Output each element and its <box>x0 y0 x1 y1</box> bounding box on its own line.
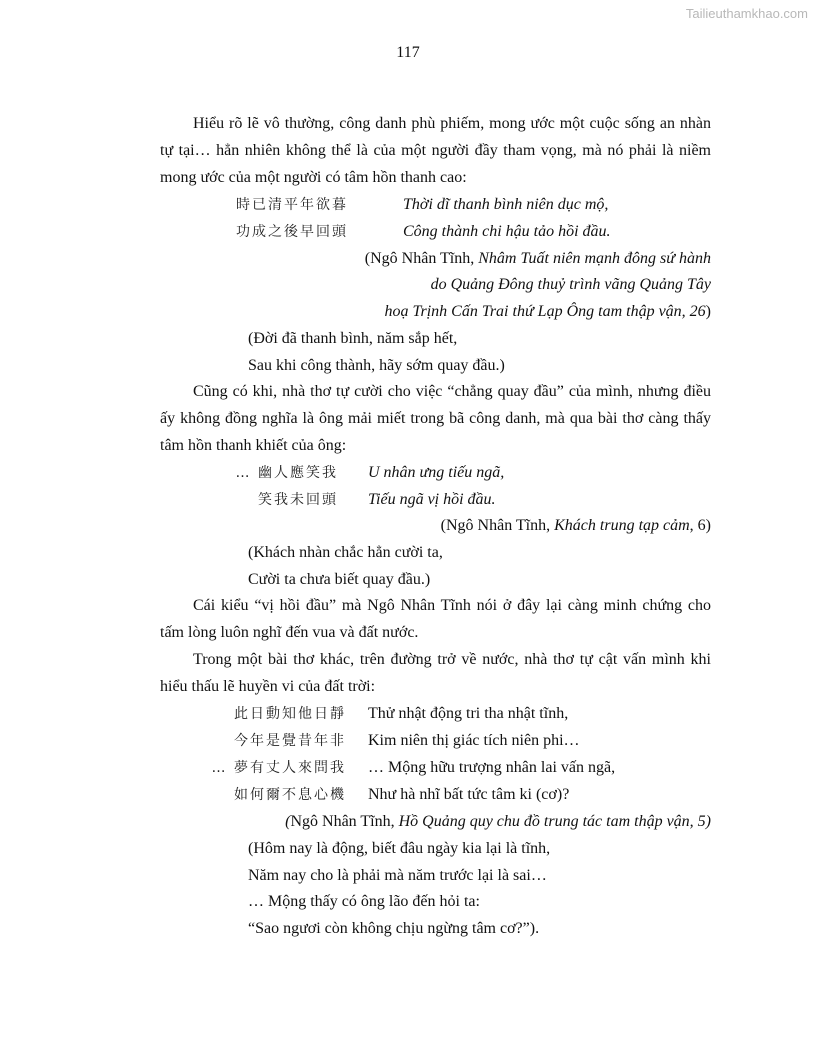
citation-title: Nhâm Tuất niên mạnh đông sứ hành <box>478 250 711 267</box>
translation-line: “Sao ngươi còn không chịu ngừng tâm cơ?”). <box>248 920 540 937</box>
page-number: 117 <box>396 44 420 61</box>
citation-author: Ngô Nhân Tĩnh, <box>290 813 399 830</box>
citation-title: Hồ Quảng quy chu đồ trung tác tam thập vận, 5) <box>398 813 711 830</box>
paragraph-line: Hiểu rõ lẽ vô thường, công danh phù phiếm, mong ước một cuộc sống an nhàn <box>193 115 711 132</box>
citation-close: ) <box>705 303 711 320</box>
poem-chinese: 此日動知他日靜 <box>234 706 346 722</box>
poem-transliteration: Công thành chi hậu tảo hồi đầu. <box>403 223 611 240</box>
translation-line: (Khách nhàn chắc hẳn cười ta, <box>248 544 443 561</box>
citation <box>365 249 711 269</box>
poem-chinese: 笑我未回頭 <box>258 492 338 508</box>
poem-chinese: 功成之後早回頭 <box>236 224 348 240</box>
poem-chinese: … 幽人應笑我 <box>235 465 338 481</box>
paragraph-line: tự tại… hẳn nhiên không thể là của một người đầy tham vọng, mà nó phải là niềm <box>160 142 711 159</box>
poem-chinese: … 夢有丈人來問我 <box>211 760 346 776</box>
paragraph-line: ấy không đồng nghĩa là ông mải miết trong bã công danh, mà qua bài thơ càng thấy <box>160 410 711 427</box>
paragraph-line: Cũng có khi, nhà thơ tự cười cho việc “chẳng quay đầu” của mình, nhưng điều <box>193 383 711 400</box>
translation-line: Cười ta chưa biết quay đầu.) <box>248 571 431 588</box>
poem-transliteration: Tiếu ngã vị hồi đầu. <box>368 491 496 508</box>
poem-transliteration: Kim niên thị giác tích niên phi… <box>368 732 580 749</box>
citation <box>384 302 711 322</box>
watermark: Tailieuthamkhao.com <box>685 6 808 21</box>
citation: do Quảng Đông thuỷ trình vãng Quảng Tây <box>430 276 711 293</box>
citation-title: Khách trung tạp cảm <box>554 517 690 534</box>
citation-author: (Ngô Nhân Tĩnh, <box>440 517 555 534</box>
poem-chinese: 如何爾不息心機 <box>234 787 346 803</box>
poem-transliteration: Thử nhật động tri tha nhật tĩnh, <box>368 705 569 722</box>
translation-line: Sau khi công thành, hãy sớm quay đầu.) <box>248 357 505 374</box>
citation <box>441 516 711 536</box>
paragraph-line: Trong một bài thơ khác, trên đường trở về nước, nhà thơ tự cật vấn mình khi <box>193 651 711 668</box>
citation <box>285 812 711 832</box>
translation-line: Năm nay cho là phải mà năm trước lại là sai… <box>248 867 547 884</box>
citation-author: (Ngô Nhân Tĩnh, <box>364 250 479 267</box>
translation-line: … Mộng thấy có ông lão đến hỏi ta: <box>248 893 480 910</box>
paragraph-line: Cái kiểu “vị hồi đầu” mà Ngô Nhân Tĩnh nói ở đây lại càng minh chứng cho <box>193 597 711 614</box>
citation-title: hoạ Trịnh Cấn Trai thứ Lạp Ông tam thập vận, 26 <box>384 303 706 320</box>
poem-transliteration: Như hà nhĩ bất tức tâm ki (cơ)? <box>368 786 570 803</box>
paragraph-line: tấm lòng luôn nghĩ đến vua và đất nước. <box>160 624 419 641</box>
citation-open: ( <box>285 813 291 830</box>
poem-transliteration: … Mộng hữu trượng nhân lai vấn ngã, <box>368 759 616 776</box>
poem-transliteration: Thời dĩ thanh bình niên dục mộ, <box>403 196 609 213</box>
poem-chinese: 今年是覺昔年非 <box>234 733 346 749</box>
paragraph-line: mong ước của một người có tâm hồn thanh cao: <box>160 169 467 186</box>
translation-line: (Hôm nay là động, biết đâu ngày kia lại là tĩnh, <box>248 840 551 857</box>
poem-chinese: 時已清平年欲暮 <box>236 197 348 213</box>
poem-transliteration: U nhân ưng tiếu ngã, <box>368 464 505 481</box>
citation-close: , 6) <box>689 517 711 534</box>
paragraph-line: tâm hồn thanh khiết của ông: <box>160 437 347 454</box>
translation-line: (Đời đã thanh bình, năm sắp hết, <box>248 330 458 347</box>
paragraph-line: hiểu thấu lẽ huyền vi của đất trời: <box>160 678 376 695</box>
